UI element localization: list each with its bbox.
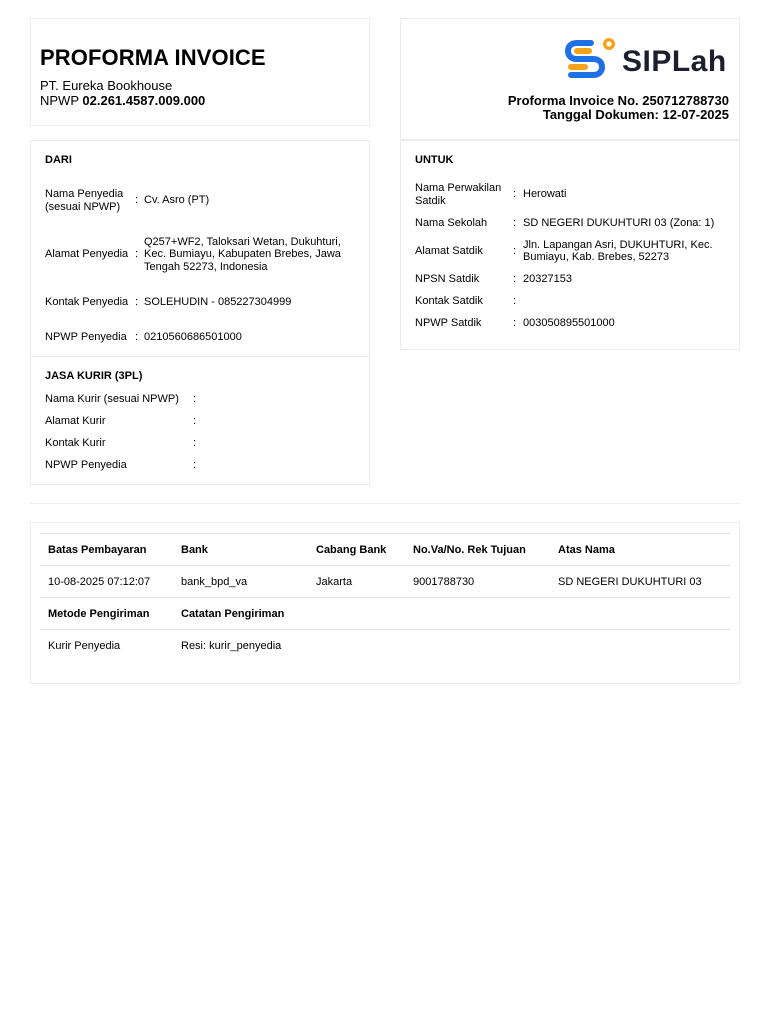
npwp-value: 02.261.4587.009.000 bbox=[82, 93, 206, 108]
dari-row-alamat: Alamat Penyedia : Q257+WF2, Taloksari Wetan, Dukuhturi, Kec. Bumiayu, Kabupaten Brebes, Jawa Tengah 52273, Indonesia bbox=[45, 224, 359, 285]
untuk-label-sekolah: Nama Sekolah bbox=[415, 216, 488, 229]
dari-title: DARI bbox=[45, 154, 72, 166]
untuk-label-alamat: Alamat Satdik bbox=[415, 244, 483, 257]
shipping-value-row bbox=[40, 630, 731, 662]
kurir-value-nama bbox=[203, 388, 359, 410]
kurir-value-kontak bbox=[203, 432, 359, 454]
untuk-value-kontak bbox=[523, 290, 729, 312]
untuk-value-npsn: 20327153 bbox=[523, 272, 572, 285]
dari-row-nama: Nama Penyedia (sesuai NPWP) : Cv. Asro (PT) bbox=[45, 177, 359, 224]
page-title: PROFORMA INVOICE bbox=[40, 45, 266, 70]
header-atas-nama: Atas Nama bbox=[550, 534, 731, 566]
kurir-table bbox=[45, 388, 359, 476]
payment-value-row bbox=[40, 566, 731, 598]
untuk-row-npsn: NPSN Satdik : 20327153 bbox=[415, 268, 729, 290]
untuk-label-npwp: NPWP Satdik bbox=[415, 316, 482, 329]
kurir-label-alamat: Alamat Kurir bbox=[45, 414, 106, 427]
npwp-label: NPWP bbox=[40, 93, 79, 108]
invoice-number: Proforma Invoice No. 250712788730 bbox=[507, 93, 729, 108]
value-bank: bank_bpd_va bbox=[173, 566, 308, 598]
kurir-row-kontak: Kontak Kurir : bbox=[45, 432, 359, 454]
dari-section bbox=[30, 140, 370, 357]
dari-value-npwp: 0210560686501000 bbox=[144, 331, 242, 344]
dari-table bbox=[45, 177, 359, 355]
header-company-box bbox=[30, 18, 370, 126]
kurir-row-npwp: NPWP Penyedia : bbox=[45, 454, 359, 476]
company-name: PT. Eureka Bookhouse bbox=[40, 78, 173, 93]
untuk-title: UNTUK bbox=[415, 154, 454, 166]
untuk-row-kontak: Kontak Satdik : bbox=[415, 290, 729, 312]
value-metode-pengiriman: Kurir Penyedia bbox=[48, 639, 121, 652]
dari-value-kontak: SOLEHUDIN - 085227304999 bbox=[144, 296, 292, 309]
value-no-rek: 9001788730 bbox=[405, 566, 550, 598]
untuk-value-npwp: 003050895501000 bbox=[523, 316, 615, 329]
untuk-value-sekolah: SD NEGERI DUKUHTURI 03 (Zona: 1) bbox=[523, 216, 715, 229]
dari-row-npwp: NPWP Penyedia : 0210560686501000 bbox=[45, 320, 359, 355]
kurir-row-nama: Nama Kurir (sesuai NPWP) : bbox=[45, 388, 359, 410]
untuk-section bbox=[400, 140, 740, 350]
untuk-value-perwakilan: Herowati bbox=[523, 188, 567, 201]
header-bank: Bank bbox=[173, 534, 308, 566]
siplah-logo-icon bbox=[565, 37, 619, 85]
payment-header-row bbox=[40, 534, 731, 566]
header-invoice-box bbox=[400, 18, 740, 140]
header-no-rek: No.Va/No. Rek Tujuan bbox=[405, 534, 550, 566]
dari-row-kontak: Kontak Penyedia : SOLEHUDIN - 085227304999 bbox=[45, 285, 359, 320]
dari-label-npwp: NPWP Penyedia bbox=[45, 331, 127, 344]
untuk-table bbox=[415, 177, 729, 334]
kurir-section bbox=[30, 356, 370, 485]
kurir-value-alamat bbox=[203, 410, 359, 432]
dari-value-nama: Cv. Asro (PT) bbox=[144, 194, 210, 207]
value-batas-pembayaran: 10-08-2025 07:12:07 bbox=[40, 566, 173, 598]
dari-label-nama: Nama Penyedia (sesuai NPWP) bbox=[45, 188, 124, 213]
company-npwp bbox=[40, 93, 205, 108]
untuk-label-kontak: Kontak Satdik bbox=[415, 294, 483, 307]
value-cabang-bank: Jakarta bbox=[308, 566, 405, 598]
shipping-header-row bbox=[40, 598, 731, 630]
untuk-value-alamat: Jln. Lapangan Asri, DUKUHTURI, Kec. Bumiayu, Kab. Brebes, 52273 bbox=[523, 238, 713, 263]
kurir-title: JASA KURIR (3PL) bbox=[45, 370, 143, 382]
header-metode-pengiriman: Metode Pengiriman bbox=[40, 598, 173, 630]
siplah-logo bbox=[565, 37, 733, 85]
kurir-label-nama: Nama Kurir (sesuai NPWP) bbox=[45, 392, 179, 405]
siplah-logo-text: SIPLah bbox=[622, 45, 727, 78]
untuk-row-sekolah: Nama Sekolah : SD NEGERI DUKUHTURI 03 (Zona: 1) bbox=[415, 212, 729, 234]
untuk-label-npsn: NPSN Satdik bbox=[415, 272, 480, 285]
dari-label-alamat: Alamat Penyedia bbox=[45, 248, 129, 261]
value-catatan-pengiriman: Resi: kurir_penyedia bbox=[181, 639, 282, 652]
document-date: Tanggal Dokumen: 12-07-2025 bbox=[542, 107, 729, 122]
header-cabang-bank: Cabang Bank bbox=[308, 534, 405, 566]
kurir-label-npwp: NPWP Penyedia bbox=[45, 458, 127, 471]
section-divider bbox=[30, 503, 740, 504]
untuk-row-perwakilan: Nama Perwakilan Satdik : Herowati bbox=[415, 177, 729, 212]
untuk-label-perwakilan: Nama Perwakilan Satdik bbox=[415, 182, 502, 207]
header-batas-pembayaran: Batas Pembayaran bbox=[40, 534, 173, 566]
kurir-label-kontak: Kontak Kurir bbox=[45, 436, 106, 449]
kurir-row-alamat: Alamat Kurir : bbox=[45, 410, 359, 432]
kurir-value-npwp bbox=[203, 454, 359, 476]
payment-section bbox=[30, 522, 740, 684]
header-catatan-pengiriman: Catatan Pengiriman bbox=[173, 598, 731, 630]
dari-value-alamat: Q257+WF2, Taloksari Wetan, Dukuhturi, Kec. Bumiayu, Kabupaten Brebes, Jawa Tengah 52273, Indonesia bbox=[144, 235, 341, 273]
dari-label-kontak: Kontak Penyedia bbox=[45, 296, 129, 309]
value-atas-nama: SD NEGERI DUKUHTURI 03 bbox=[550, 566, 731, 598]
payment-table bbox=[40, 533, 731, 661]
untuk-row-npwp: NPWP Satdik : 003050895501000 bbox=[415, 312, 729, 334]
untuk-row-alamat: Alamat Satdik : Jln. Lapangan Asri, DUKUHTURI, Kec. Bumiayu, Kab. Brebes, 52273 bbox=[415, 234, 729, 268]
